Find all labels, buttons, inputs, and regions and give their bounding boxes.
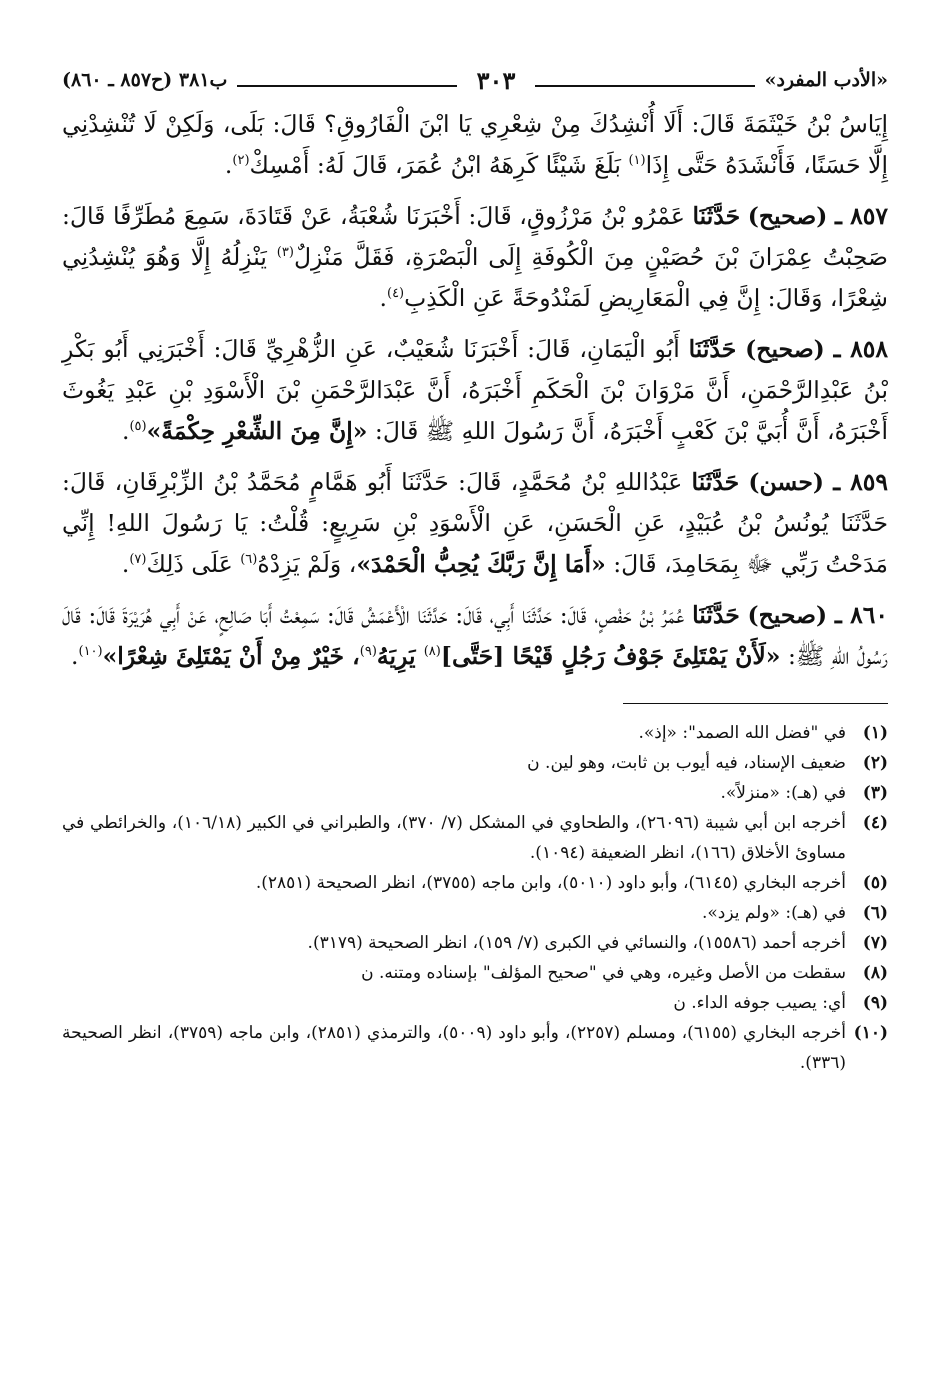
text-segment: بَلَغَ شَيْئًا كَرِهَهُ ابْنُ عُمَرَ، قَالَ لَهُ: أَمْسِكْ — [249, 151, 629, 179]
footnote-item — [62, 958, 888, 988]
hadith-grade: (صحيح) — [747, 601, 828, 629]
hadith-matn: يَرِيَهُ — [376, 642, 424, 670]
footnote-text: أخرجه البخاري (٦١٥٥)، ومسلم (٢٢٥٧)، وأبو داود (٥٠٠٩)، والترمذي (٢٨٥١)، وابن ماجه (٣٧٥٩)، انظر الصحيحة (٣٣٦). — [62, 1023, 846, 1073]
footnote-number: (١٠) — [853, 1023, 888, 1043]
footnote-text: أي: يصيب جوفه الداء. ن — [673, 993, 846, 1013]
footnote-ref: (٦) — [240, 552, 258, 568]
footnote-number: (١) — [862, 723, 888, 743]
hadith-grade: (صحيح) — [745, 335, 825, 363]
hadith-matn: «إِنَّ مِنَ الشِّعْرِ حِكْمَةً» — [146, 417, 368, 445]
footnote-ref: (٥) — [129, 419, 147, 435]
hadith-matn: «لَأَنْ يَمْتَلِئَ جَوْفُ رَجُلٍ قَيْحًا [حَتَّى] — [440, 642, 781, 670]
footnote-text: ضعيف الإسناد، فيه أيوب بن ثابت، وهو لين. ن — [527, 753, 846, 773]
footnote-text: في (هـ): «منزلاً». — [720, 783, 846, 803]
paragraph-continuation — [62, 104, 888, 186]
footnote-ref: (٨) — [423, 644, 441, 660]
hadith-number: ٨٥٩ ـ — [833, 468, 888, 496]
footnote-item — [62, 718, 888, 748]
footnote-ref: (٤) — [386, 286, 405, 302]
footnote-number: (٥) — [862, 873, 888, 893]
hadith-857 — [62, 196, 888, 319]
footnote-separator — [623, 703, 888, 704]
page-number: ٣٠٣ — [476, 65, 516, 95]
footnote-text: أخرجه البخاري (٦١٤٥)، وأبو داود (٥٠١٠)، وابن ماجه (٣٧٥٥)، انظر الصحيحة (٢٨٥١). — [255, 873, 846, 893]
hadith-matn: ، خَيْرٌ مِنْ أَنْ يَمْتَلِئَ شِعْرًا» — [102, 642, 360, 670]
footnote-item — [62, 748, 888, 778]
main-text — [62, 104, 888, 677]
footnotes — [62, 718, 888, 1078]
hadith-860 — [62, 595, 888, 677]
haddathana: حَدَّثَنَا — [692, 601, 740, 629]
hadith-859 — [62, 462, 888, 585]
text-segment: . — [71, 642, 79, 670]
text-segment: أَبُو الْيَمَانِ، قَالَ: أَخْبَرَنَا شُعَيْبٌ، عَنِ الزُّهْرِيِّ قَالَ: أَخْبَرَنِي أَبُو بَكْرِ بْنُ عَبْدِالرَّحْمَنِ، أَنَّ مَرْوَانَ بْنَ الْحَكَمِ أَخْبَرَهُ، أَنَّ عَبْدَالرَّحْمَنِ بْنَ الْأَسْوَدِ بْنِ عَبْدِ يَغُوثَ أَخْبَرَهُ، أَنَّ أُبَيَّ بْنَ كَعْبٍ أَخْبَرَهُ، أَنَّ رَسُولَ اللهِ ﷺ قَالَ: — [62, 335, 888, 445]
text-segment: . — [121, 417, 130, 445]
book-title: «الأدب المفرد» — [764, 69, 888, 91]
text-segment: . — [379, 284, 387, 312]
text-segment: . — [121, 550, 130, 578]
footnote-number: (٩) — [862, 993, 888, 1013]
footnote-number: (٣) — [862, 783, 888, 803]
text-segment: . — [224, 151, 233, 179]
text-segment: عَبْدُاللهِ بْنُ مُحَمَّدٍ، قَالَ: حَدَّثَنَا أَبُو هَمَّامٍ مُحَمَّدُ بْنُ الزِّبْرِقَانِ، قَالَ: حَدَّثَنَا يُونُسُ بْنُ عُبَيْدٍ، عَنِ الْحَسَنِ، عَنِ الْأَسْوَدِ بْنِ سَرِيعٍ: قُلْتُ: يَا رَسُولَ اللهِ! إِنِّي مَدَحْتُ رَبِّي ﷻ بِمَحَامِدَ، قَالَ: — [62, 468, 888, 578]
footnote-ref: (٢) — [232, 153, 250, 169]
header-rule-right — [535, 85, 754, 87]
hadith-matn: «أَمَا إِنَّ رَبَّكَ يُحِبُّ الْحَمْدَ» — [356, 550, 606, 578]
text-segment: إِيَاسُ بْنُ خَيْثَمَةَ قَالَ: أَلَا أُنْشِدُكَ مِنْ شِعْرِي يَا ابْنَ الْفَارُوقِ؟ قَالَ: بَلَى، وَلَكِنْ لَا تُنْشِدْنِي إِلَّا حَسَنًا، فَأَنْشَدَهُ حَتَّى إِذَا — [62, 110, 888, 179]
footnote-item — [62, 778, 888, 808]
footnote-ref: (١٠) — [78, 644, 103, 660]
hadith-grade: (حسن) — [748, 468, 825, 496]
footnote-number: (٤) — [862, 813, 888, 833]
footnote-number: (٧) — [862, 933, 888, 953]
hadith-858 — [62, 329, 888, 452]
footnote-item — [62, 928, 888, 958]
footnote-text: أخرجه ابن أبي شيبة (٢٦٠٩٦)، والطحاوي في المشكل (٧/ ٣٧٠)، والطبراني في الكبير (١٠٦/١٨)، والخرائطي في مساوئ الأخلاق (١٦٦)، انظر الضعيفة (١٠٩٤). — [62, 813, 846, 863]
hadith-number: ٨٥٨ ـ — [833, 335, 888, 363]
footnote-item — [62, 988, 888, 1018]
footnote-number: (٦) — [862, 903, 888, 923]
footnote-text: أخرجه أحمد (١٥٥٨٦)، والنسائي في الكبرى (٧/ ١٥٩)، انظر الصحيحة (٣١٧٩). — [307, 933, 846, 953]
hadith-number: ٨٦٠ ـ — [834, 601, 888, 629]
haddathana: حَدَّثَنَا — [691, 468, 740, 496]
chapter-reference: ب٣٨١ (ح٨٥٧ ـ ٨٦٠) — [61, 69, 228, 91]
haddathana: حَدَّثَنَا — [688, 335, 737, 363]
haddathana: حَدَّثَنَا — [692, 202, 741, 230]
footnote-text: في (هـ): «ولم يزد». — [701, 903, 846, 923]
text-segment: عَمْرُو بْنُ مَرْزُوقٍ، قَالَ: أَخْبَرَنَا شُعْبَةُ، عَنْ قَتَادَةَ، سَمِعَ مُطَرِّفًا قَالَ: صَحِبْتُ عِمْرَانَ بْنَ حُصَيْنٍ مِنَ الْكُوفَةِ إِلَى الْبَصْرَةِ، فَقَلَّ مَنْزِلٌ — [62, 202, 888, 271]
footnote-ref: (٣) — [276, 245, 294, 261]
footnote-ref: (٩) — [359, 644, 377, 660]
footnote-item — [62, 808, 888, 868]
text-segment: يَنْزِلُهُ إِلَّا وَهُوَ يُنْشِدُنِي شِعْرًا، وَقَالَ: إِنَّ فِي الْمَعَارِيضِ لَمَنْدُوحَةً عَنِ الْكَذِبِ — [62, 243, 888, 312]
footnote-item — [62, 868, 888, 898]
page-header — [62, 60, 888, 100]
text-segment: عُمَرُ بْنُ حَفْصٍ، قَالَ: حَدَّثَنَا أَبِي، قَالَ: حَدَّثَنَا الْأَعْمَشُ قَالَ: سَمِعْتُ أَبَا صَالِحٍ، عَنْ أَبِي هُرَيْرَةَ قَالَ: قَالَ رَسُولُ اللهِ ﷺ: — [62, 601, 888, 670]
footnote-text: في "فضل الله الصمد": «إذ». — [638, 723, 846, 743]
hadith-number: ٨٥٧ ـ — [834, 202, 888, 230]
text-segment: عَلَى ذَلِكَ — [146, 550, 241, 578]
footnote-ref: (٧) — [129, 552, 147, 568]
footnote-item — [62, 898, 888, 928]
footnote-item — [62, 1018, 888, 1078]
footnote-number: (٨) — [862, 963, 888, 983]
footnote-number: (٢) — [862, 753, 888, 773]
text-segment: ، وَلَمْ يَزِدْهُ — [257, 550, 357, 578]
footnote-ref: (١) — [628, 153, 646, 169]
footnote-text: سقطت من الأصل وغيره، وهي في "صحيح المؤلف" بإسناده ومتنه. ن — [361, 963, 846, 983]
header-rule-left — [237, 85, 456, 87]
hadith-grade: (صحيح) — [747, 202, 828, 230]
